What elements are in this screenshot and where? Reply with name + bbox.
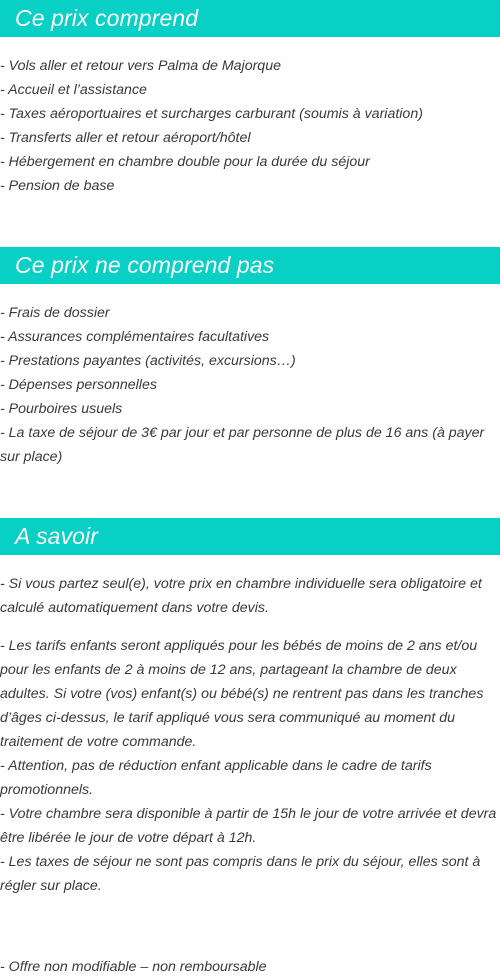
not-included-section [0, 247, 500, 469]
list-item: - Frais de dossier [0, 305, 110, 321]
promo-note: - Attention, pas de réduction enfant applicable dans le cadre de tarifs promotionnels. [0, 758, 432, 798]
list-item: - La taxe de séjour de 3€ par jour et par personne de plus de 16 ans (à payer sur place) [0, 425, 485, 465]
not-included-title: Ce prix ne comprend pas [15, 252, 275, 278]
single-room-note: - Si vous partez seul(e), votre prix en chambre individuelle sera obligatoire et calculé automatiquement dans votre devis. [0, 576, 482, 616]
children-rates-note: - Les tarifs enfants seront appliqués pour les bébés de moins de 2 ans et/ou pour les enfants de 2 à moins de 12 ans, partageant la chambre de deux adultes. Si votre (vos) enfant(s) ou bébé(s) ne rentrent pas dans les tranches d’âges ci-dessus, le tarif appliqué vous sera communiqué au moment du traitement de votre commande. [0, 638, 484, 750]
list-item: - Assurances complémentaires facultatives [0, 329, 270, 345]
included-header [0, 0, 500, 37]
good-to-know-section [0, 518, 500, 975]
list-item: - Dépenses personnelles [0, 377, 157, 393]
list-item: - Hébergement en chambre double pour la durée du séjour [0, 154, 370, 170]
not-included-list [0, 301, 500, 469]
list-item: - Vols aller et retour vers Palma de Majorque [0, 58, 281, 74]
included-title: Ce prix comprend [15, 5, 199, 31]
list-item: - Pourboires usuels [0, 401, 123, 417]
non-refundable-note: - Offre non modifiable – non remboursable [0, 959, 267, 975]
room-times-note: - Votre chambre sera disponible à partir de 15h le jour de votre arrivée et devra être libérée le jour de votre départ à 12h. [0, 806, 497, 846]
list-item: - Prestations payantes (activités, excursions…) [0, 353, 296, 369]
not-included-header [0, 247, 500, 284]
good-to-know-header [0, 518, 500, 555]
list-item: - Taxes aéroportuaires et surcharges carburant (soumis à variation) [0, 106, 423, 122]
good-to-know-title: A savoir [15, 523, 99, 549]
tourist-tax-note: - Les taxes de séjour ne sont pas compris dans le prix du séjour, elles sont à régler sur place. [0, 854, 481, 894]
included-section [0, 0, 500, 198]
good-to-know-details [0, 634, 500, 898]
list-item: - Transferts aller et retour aéroport/hôtel [0, 130, 251, 146]
list-item: - Pension de base [0, 178, 115, 194]
included-list [0, 54, 500, 198]
list-item: - Accueil et l’assistance [0, 82, 147, 98]
